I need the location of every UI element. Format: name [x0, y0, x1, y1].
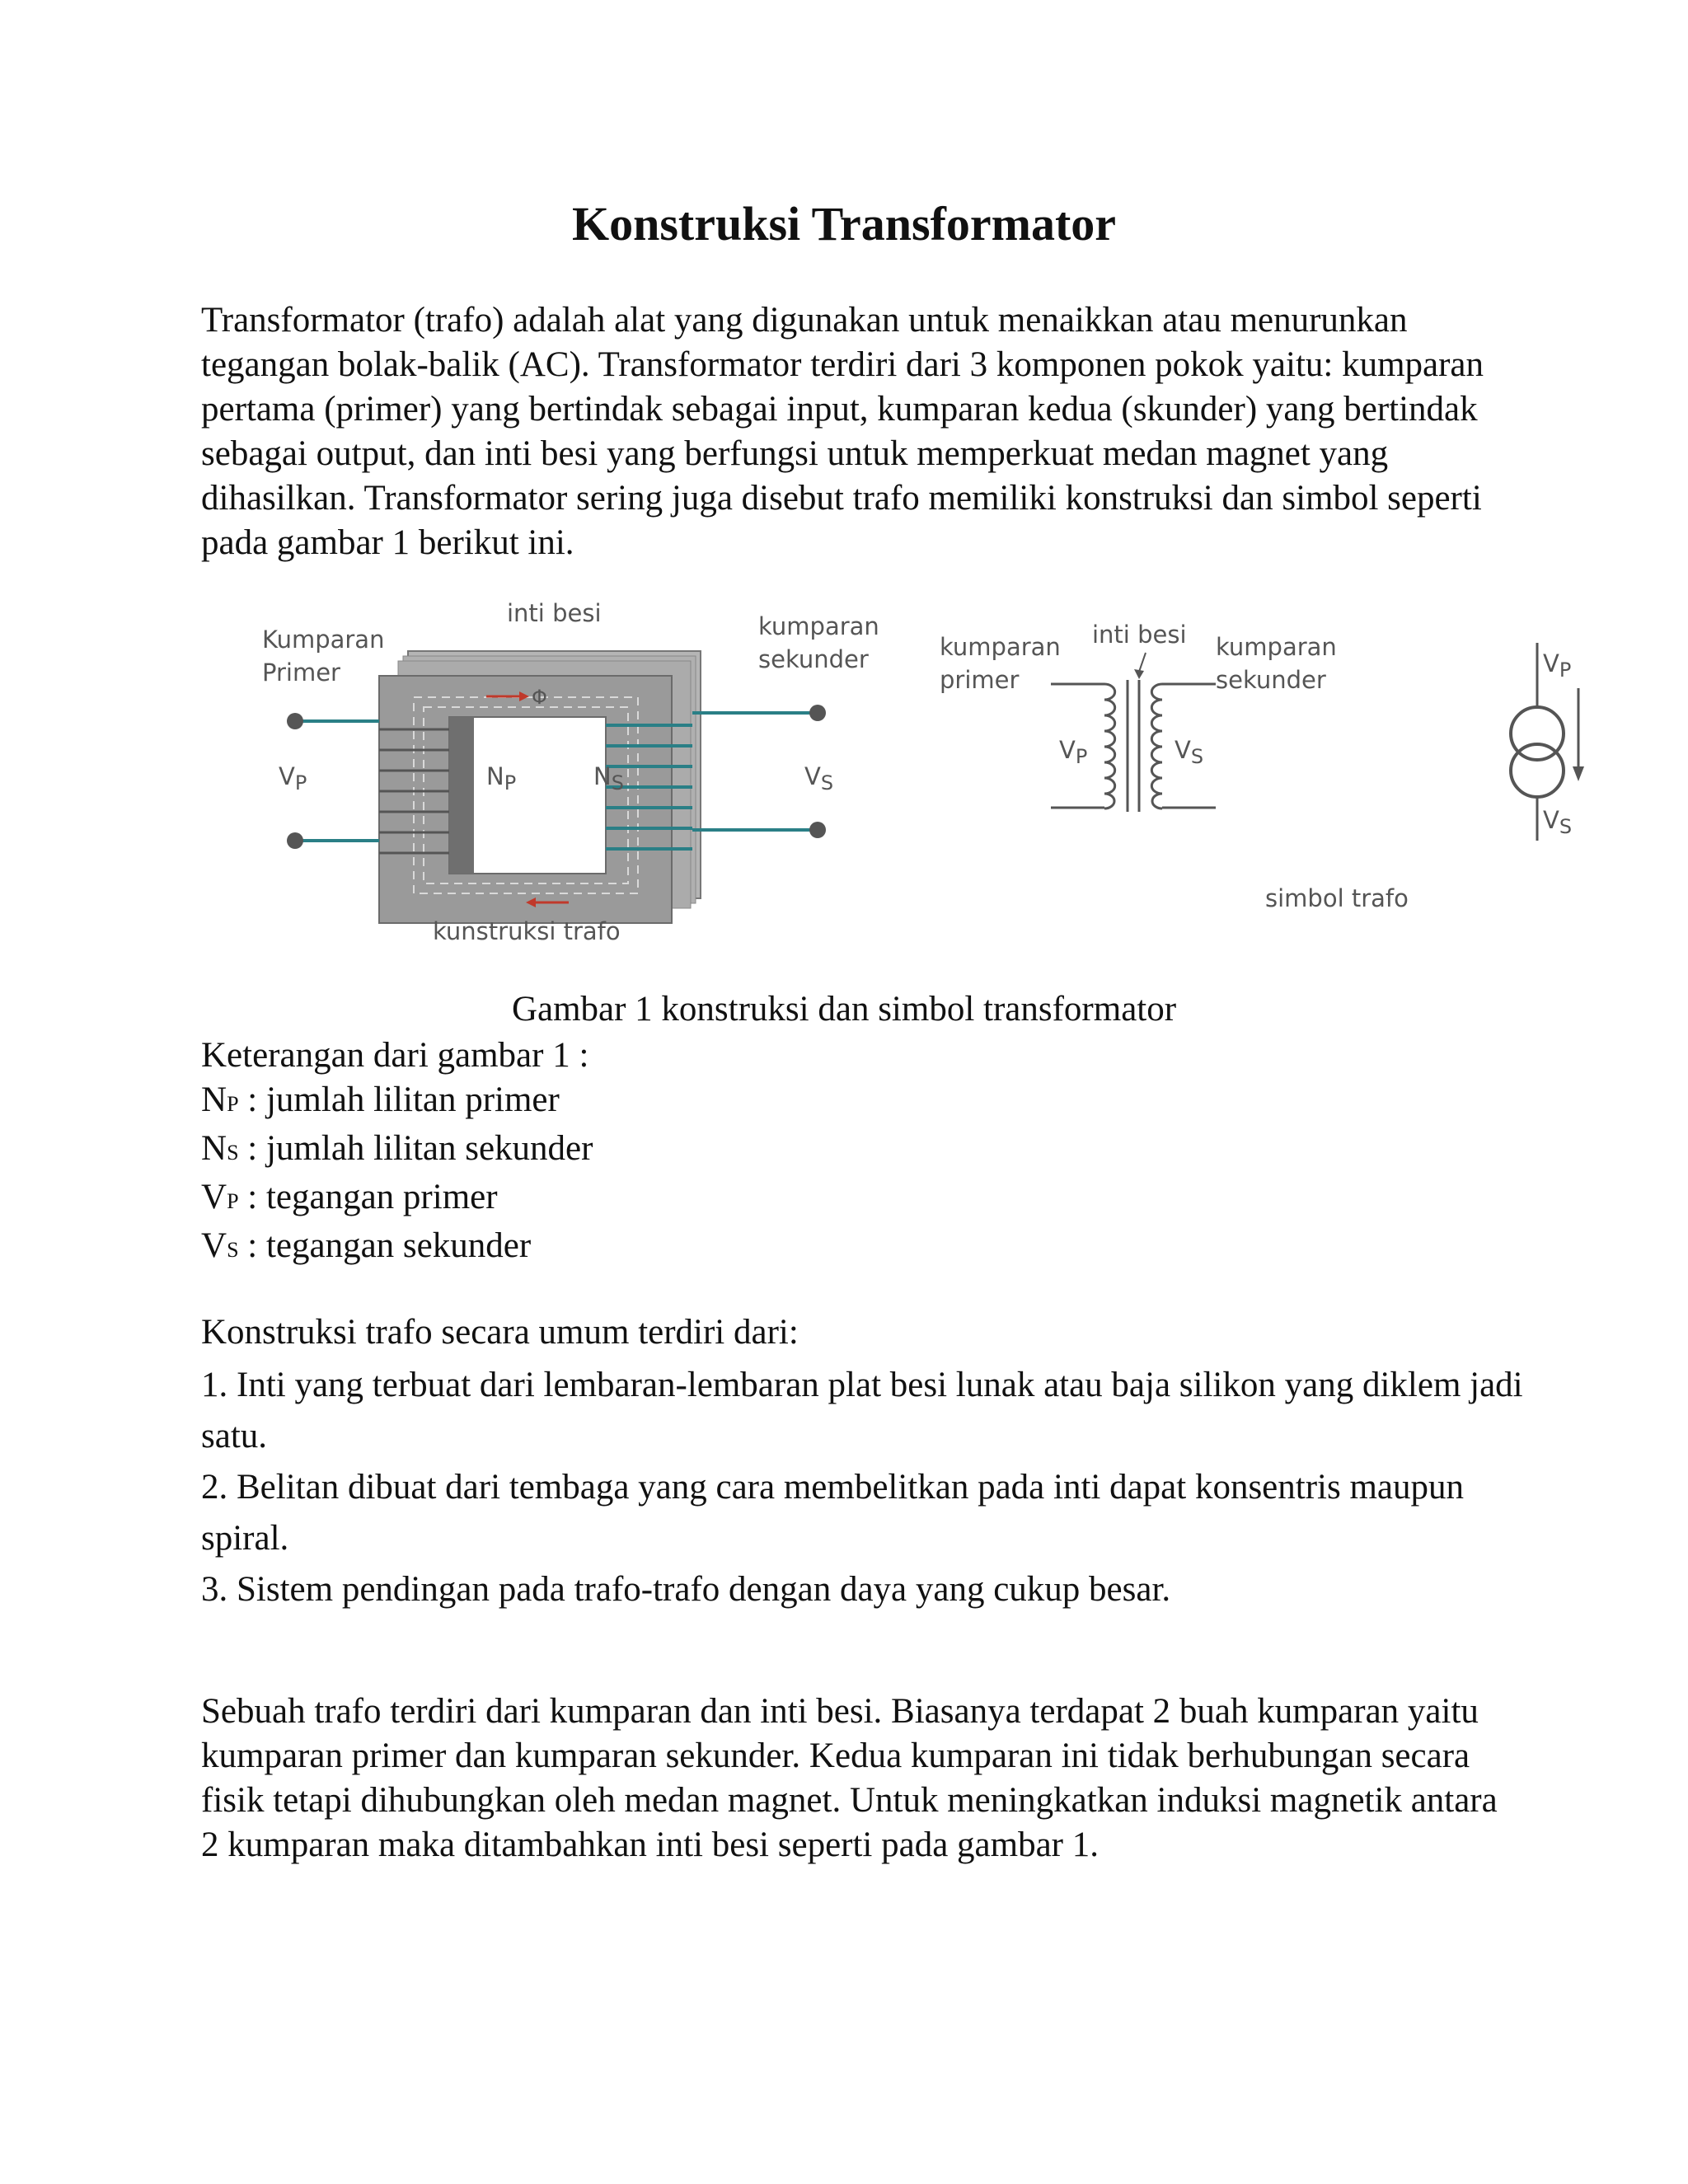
schematic-vp-label: $V_P$	[1059, 736, 1088, 768]
primary-coil-label: Primer	[262, 658, 340, 687]
flux-label: Φ	[532, 686, 547, 709]
vs-label: $V_S$	[804, 762, 834, 794]
construction-intro: Konstruksi trafo secara umum terdiri dari:	[201, 1313, 799, 1352]
secondary-coil-label: kumparan	[758, 612, 879, 640]
np-label: $N_P$	[486, 762, 517, 794]
vp-label: $V_P$	[279, 762, 307, 794]
schematic-diagram	[940, 621, 1337, 812]
schematic-core-label: inti besi	[1092, 621, 1187, 649]
legend-item: NS : jumlah lilitan sekunder	[201, 1129, 593, 1168]
schematic-primary-label: kumparan	[940, 633, 1061, 661]
figure-transformer	[247, 593, 1615, 972]
legend-item: NP : jumlah lilitan primer	[201, 1080, 560, 1119]
secondary-terminal	[809, 822, 826, 838]
secondary-terminal	[809, 705, 826, 721]
construction-diagram	[262, 599, 879, 945]
closing-paragraph: Sebuah trafo terdiri dari kumparan dan inti besi. Biasanya terdapat 2 buah kumparan yaitu kumparan primer dan kumparan sekunder. Kedua kumparan ini tidak berhubungan secara fisik tetapi dihubungkan oleh medan magnet. Untuk meningkatkan induksi magnetik antara 2 kumparan maka ditambahkan inti besi seperti pada gambar 1.	[201, 1692, 1498, 1864]
list-item: 2. Belitan dibuat dari tembaga yang cara membelitkan pada inti dapat konsentris maupun spiral.	[201, 1468, 1465, 1558]
core-label: inti besi	[507, 599, 602, 627]
primary-terminal	[287, 713, 303, 729]
schematic-secondary-label: sekunder	[1216, 666, 1326, 694]
figure-legend	[201, 1033, 593, 1272]
schematic-primary-coil	[1104, 684, 1115, 808]
intro-paragraph: Transformator (trafo) adalah alat yang digunakan untuk menaikkan atau menurunkan tegangan bolak-balik (AC). Transformator terdiri dari 3 komponen pokok yaitu: kumparan pertama (primer) yang bertindak sebagai input, kumparan kedua (skunder) yang bertindak sebagai output, dan inti besi yang berfungsi untuk memperkuat medan magnet yang dihasilkan. Transformator sering juga disebut trafo memiliki konstruksi dan simbol seperti pada gambar 1 berikut ini.	[201, 301, 1484, 562]
schematic-primary-label: primer	[940, 666, 1020, 694]
page-title: Konstruksi Transformator	[571, 197, 1117, 251]
ns-label: $N_S$	[593, 762, 624, 794]
symbol-vs-label: $V_S$	[1543, 806, 1573, 838]
list-item: 1. Inti yang terbuat dari lembaran-lembaran plat besi lunak atau baja silikon yang diklem jadi satu.	[201, 1366, 1523, 1455]
construction-list	[201, 1360, 1553, 1615]
construction-caption: kunstruksi trafo	[433, 917, 621, 945]
list-item: 3. Sistem pendingan pada trafo-trafo dengan daya yang cukup besar.	[201, 1570, 1171, 1609]
symbol-caption: simbol trafo	[1265, 884, 1409, 912]
schematic-secondary-coil	[1151, 684, 1162, 808]
schematic-vs-label: $V_S$	[1175, 736, 1204, 768]
symbol-vp-label: $V_P$	[1543, 649, 1572, 682]
legend-item: VP : tegangan primer	[201, 1178, 498, 1216]
schematic-secondary-label: kumparan	[1216, 633, 1337, 661]
primary-terminal	[287, 832, 303, 849]
legend-heading: Keterangan dari gambar 1 :	[201, 1036, 589, 1075]
secondary-coil-label: sekunder	[758, 645, 869, 673]
legend-item: VS : tegangan sekunder	[201, 1226, 532, 1265]
primary-coil-label: Kumparan	[262, 626, 385, 654]
figure-caption: Gambar 1 konstruksi dan simbol transformator	[511, 990, 1177, 1029]
